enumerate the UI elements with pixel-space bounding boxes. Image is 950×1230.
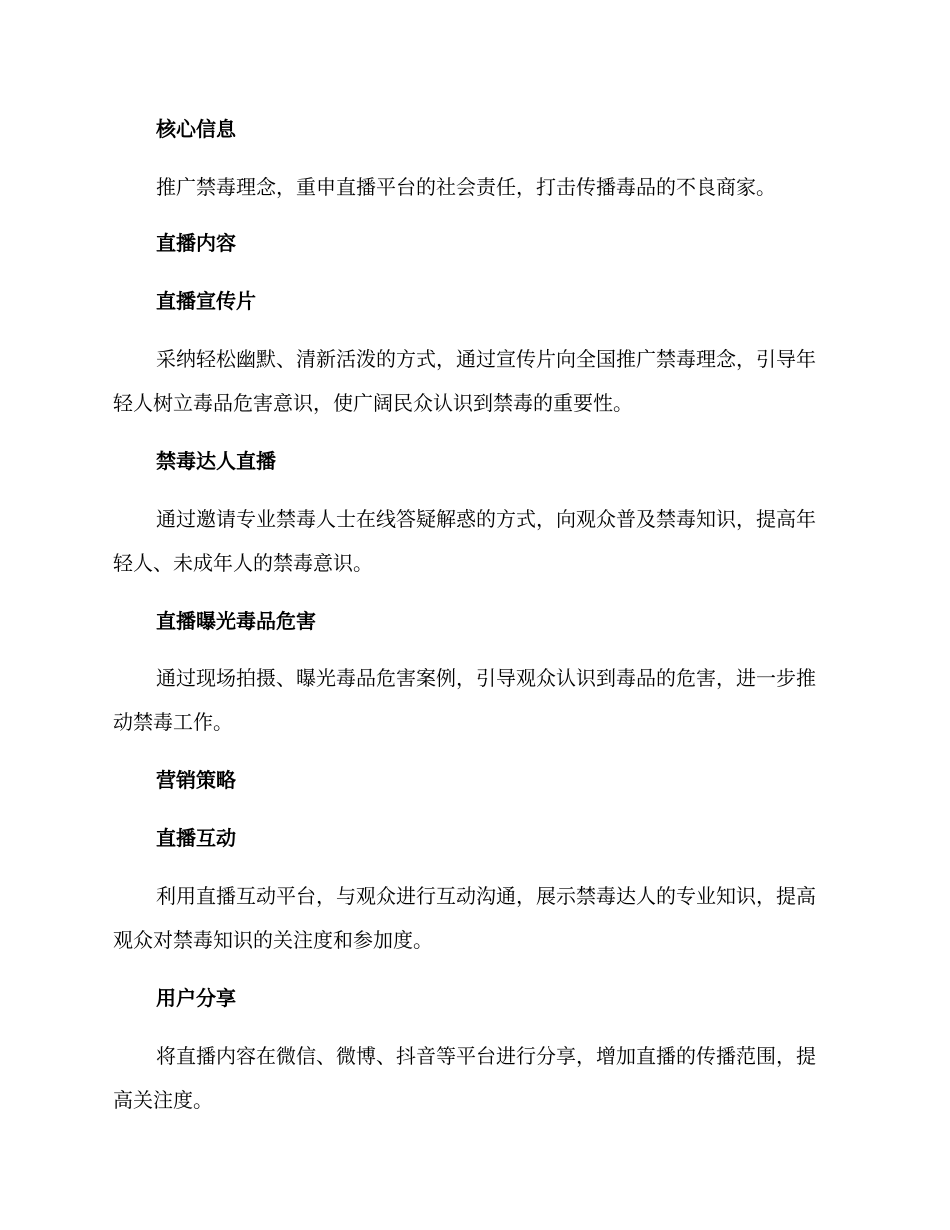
paragraph-core-info: 推广禁毒理念，重申直播平台的社会责任，打击传播毒品的不良商家。 [156, 175, 776, 199]
section-heading-expose-harm: 直播曝光毒品危害 [156, 609, 316, 633]
section-heading-user-sharing: 用户分享 [156, 986, 236, 1010]
paragraph-expose-harm: 通过现场拍摄、曝光毒品危害案例，引导观众认识到毒品的危害，进一步推动禁毒工作。 [113, 666, 816, 734]
paragraph-promo-video: 采纳轻松幽默、清新活泼的方式，通过宣传片向全国推广禁毒理念，引导年轻人树立毒品危害意识，使广阔民众认识到禁毒的重要性。 [113, 347, 816, 415]
section-heading-live-interaction: 直播互动 [156, 826, 236, 850]
section-heading-live-content: 直播内容 [156, 231, 236, 255]
paragraph-expert-live: 通过邀请专业禁毒人士在线答疑解惑的方式，向观众普及禁毒知识，提高年轻人、未成年人的禁毒意识。 [113, 507, 816, 575]
section-heading-marketing: 营销策略 [156, 768, 236, 792]
section-heading-promo-video: 直播宣传片 [156, 289, 256, 313]
paragraph-live-interaction: 利用直播互动平台，与观众进行互动沟通，展示禁毒达人的专业知识，提高观众对禁毒知识的关注度和参加度。 [113, 884, 816, 952]
section-heading-core-info: 核心信息 [156, 117, 236, 141]
paragraph-user-sharing: 将直播内容在微信、微博、抖音等平台进行分享，增加直播的传播范围，提高关注度。 [113, 1044, 816, 1112]
section-heading-expert-live: 禁毒达人直播 [156, 449, 276, 473]
